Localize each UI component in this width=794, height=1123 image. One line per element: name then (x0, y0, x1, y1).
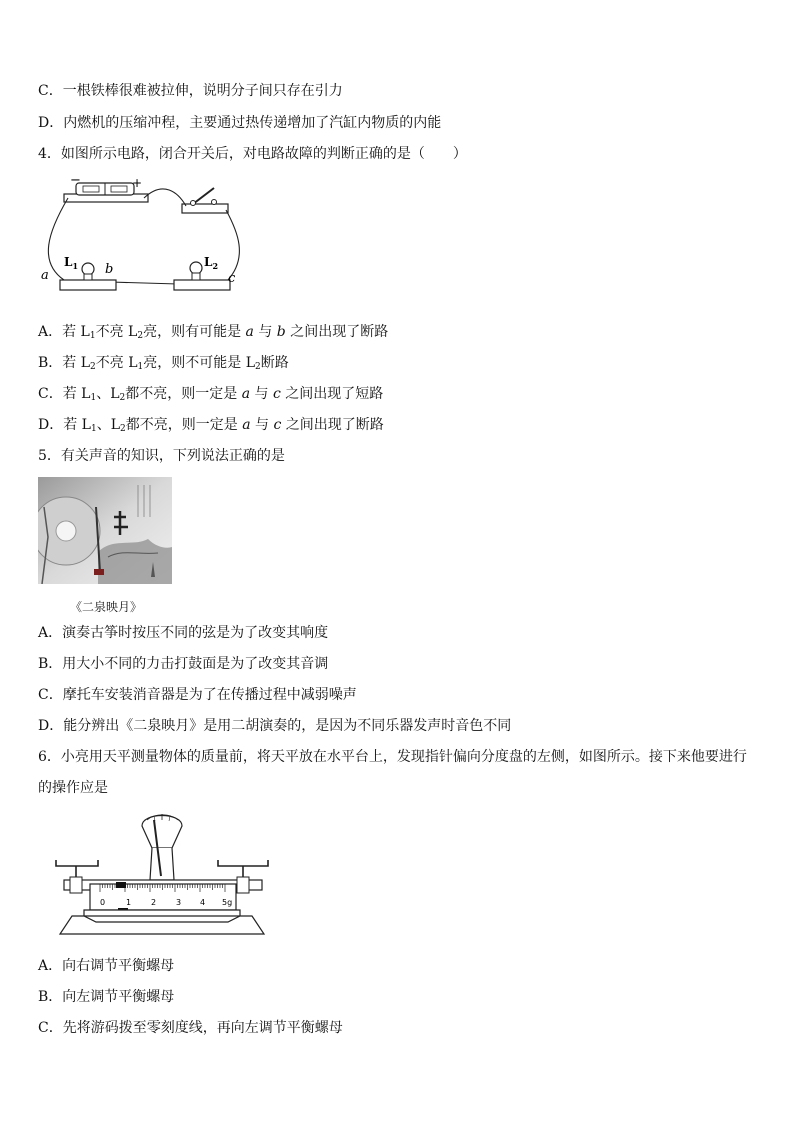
q3-option-d: D．内燃机的压缩冲程，主要通过热传递增加了汽缸内物质的内能 (38, 115, 442, 131)
balance-scale-diagram (50, 808, 275, 943)
q6-option-b: B．向左调节平衡螺母 (38, 989, 175, 1005)
tick-label: 1 (126, 898, 132, 907)
image-caption: 《二泉映月》 (70, 600, 143, 614)
q5-option-d: D．能分辨出《二泉映月》是用二胡演奏的，是因为不同乐器发声时音色不同 (38, 718, 512, 734)
q5-option-a: A．演奏古筝时按压不同的弦是为了改变其响度 (38, 625, 329, 641)
q5-stem: 5．有关声音的知识，下列说法正确的是 (38, 448, 285, 464)
q5-option-b: B．用大小不同的力击打鼓面是为了改变其音调 (38, 656, 329, 672)
label-a: a (41, 268, 49, 283)
plus-sign: + (132, 176, 143, 190)
tick-label: 3 (176, 898, 182, 907)
q5-option-c: C．摩托车安装消音器是为了在传播过程中减弱噪声 (38, 687, 357, 703)
q4-option-b: B．若 $L_2$不亮 $L_1$亮，则不可能是 $L_2$断路 (38, 355, 289, 372)
label-c: c (228, 271, 236, 286)
q6-stem: 6．小亮用天平测量物体的质量前，将天平放在水平台上，发现指针偏向分度盘的左侧，如图所示。接下来他要进行的操作应是 (38, 749, 747, 796)
tick-label: 5g (222, 898, 233, 907)
label-l2: $L_2$ (204, 255, 219, 271)
tick-label: 2 (151, 898, 157, 907)
tick-label: 4 (200, 898, 206, 907)
q4-option-d: D．若 $L_1$、$L_2$都不亮，则一定是 a 与 c 之间出现了断路 (38, 417, 384, 434)
label-b: b (105, 262, 114, 277)
q3-option-c: C．一根铁棒很难被拉伸，说明分子间只存在引力 (38, 83, 343, 99)
q4-stem: 4．如图所示电路，闭合开关后，对电路故障的判断正确的是（ ） (38, 146, 467, 162)
minus-sign: − (70, 173, 81, 188)
q4-option-a: A．若 $L_1$不亮 $L_2$亮，则有可能是 a 与 b 之间出现了断路 (38, 324, 389, 341)
tick-label: 0 (100, 898, 106, 907)
circuit-diagram (38, 172, 253, 314)
label-l1: $L_1$ (64, 255, 79, 271)
q6-option-a: A．向右调节平衡螺母 (38, 958, 175, 974)
q4-option-c: C．若 $L_1$、$L_2$都不亮，则一定是 a 与 c 之间出现了短路 (38, 386, 384, 403)
q6-option-c: C．先将游码拨至零刻度线，再向左调节平衡螺母 (38, 1020, 343, 1036)
erquan-yingyue-image (38, 477, 172, 584)
